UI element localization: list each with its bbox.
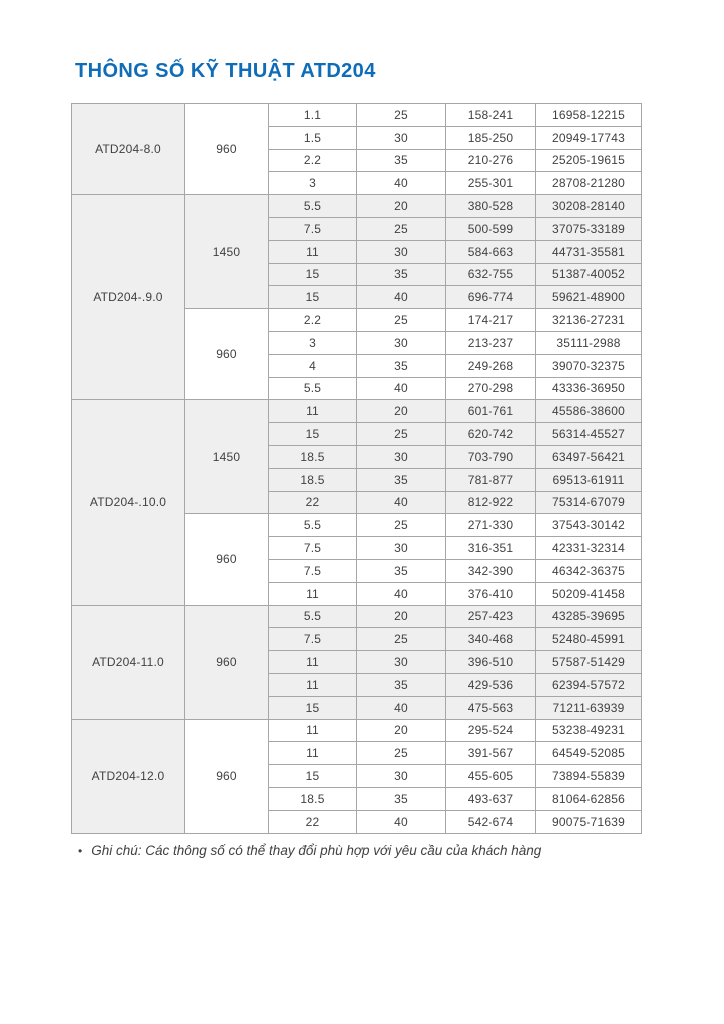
value-cell: 73894-55839 bbox=[536, 765, 642, 788]
value-cell: 35 bbox=[357, 787, 446, 810]
value-cell: 16958-12215 bbox=[536, 104, 642, 127]
value-cell: 812-922 bbox=[446, 491, 536, 514]
speed-cell: 1450 bbox=[185, 195, 269, 309]
model-cell: ATD204-12.0 bbox=[72, 719, 185, 833]
value-cell: 43285-39695 bbox=[536, 605, 642, 628]
footnote bbox=[78, 842, 658, 860]
model-cell: ATD204-11.0 bbox=[72, 605, 185, 719]
value-cell: 90075-71639 bbox=[536, 810, 642, 833]
value-cell: 601-761 bbox=[446, 400, 536, 423]
value-cell: 7.5 bbox=[269, 217, 357, 240]
value-cell: 40 bbox=[357, 696, 446, 719]
value-cell: 75314-67079 bbox=[536, 491, 642, 514]
value-cell: 30 bbox=[357, 240, 446, 263]
value-cell: 5.5 bbox=[269, 195, 357, 218]
value-cell: 475-563 bbox=[446, 696, 536, 719]
value-cell: 53238-49231 bbox=[536, 719, 642, 742]
value-cell: 380-528 bbox=[446, 195, 536, 218]
value-cell: 11 bbox=[269, 240, 357, 263]
value-cell: 35 bbox=[357, 468, 446, 491]
value-cell: 32136-27231 bbox=[536, 309, 642, 332]
value-cell: 81064-62856 bbox=[536, 787, 642, 810]
value-cell: 1.5 bbox=[269, 126, 357, 149]
footnote-text: Ghi chú: Các thông số có thể thay đổi phù hợp với yêu cầu của khách hàng bbox=[91, 843, 542, 858]
value-cell: 7.5 bbox=[269, 628, 357, 651]
value-cell: 25 bbox=[357, 628, 446, 651]
value-cell: 18.5 bbox=[269, 468, 357, 491]
table-row bbox=[72, 400, 642, 423]
value-cell: 15 bbox=[269, 423, 357, 446]
value-cell: 15 bbox=[269, 765, 357, 788]
value-cell: 30 bbox=[357, 651, 446, 674]
value-cell: 11 bbox=[269, 400, 357, 423]
speed-cell: 960 bbox=[185, 309, 269, 400]
value-cell: 11 bbox=[269, 582, 357, 605]
value-cell: 52480-45991 bbox=[536, 628, 642, 651]
spec-table bbox=[71, 103, 642, 834]
value-cell: 37543-30142 bbox=[536, 514, 642, 537]
value-cell: 15 bbox=[269, 696, 357, 719]
value-cell: 63497-56421 bbox=[536, 445, 642, 468]
value-cell: 15 bbox=[269, 263, 357, 286]
value-cell: 15 bbox=[269, 286, 357, 309]
value-cell: 51387-40052 bbox=[536, 263, 642, 286]
value-cell: 20 bbox=[357, 195, 446, 218]
value-cell: 25 bbox=[357, 217, 446, 240]
speed-cell: 960 bbox=[185, 719, 269, 833]
value-cell: 295-524 bbox=[446, 719, 536, 742]
value-cell: 28708-21280 bbox=[536, 172, 642, 195]
value-cell: 7.5 bbox=[269, 537, 357, 560]
value-cell: 22 bbox=[269, 491, 357, 514]
table-row bbox=[72, 195, 642, 218]
speed-cell: 960 bbox=[185, 605, 269, 719]
value-cell: 249-268 bbox=[446, 354, 536, 377]
value-cell: 210-276 bbox=[446, 149, 536, 172]
value-cell: 429-536 bbox=[446, 673, 536, 696]
value-cell: 696-774 bbox=[446, 286, 536, 309]
value-cell: 5.5 bbox=[269, 377, 357, 400]
value-cell: 20 bbox=[357, 400, 446, 423]
value-cell: 46342-36375 bbox=[536, 559, 642, 582]
value-cell: 11 bbox=[269, 719, 357, 742]
value-cell: 64549-52085 bbox=[536, 742, 642, 765]
value-cell: 45586-38600 bbox=[536, 400, 642, 423]
value-cell: 584-663 bbox=[446, 240, 536, 263]
value-cell: 7.5 bbox=[269, 559, 357, 582]
value-cell: 22 bbox=[269, 810, 357, 833]
footnote-bullet-icon: • bbox=[78, 844, 83, 858]
value-cell: 391-567 bbox=[446, 742, 536, 765]
value-cell: 4 bbox=[269, 354, 357, 377]
value-cell: 20949-17743 bbox=[536, 126, 642, 149]
value-cell: 35111-2988 bbox=[536, 331, 642, 354]
value-cell: 1.1 bbox=[269, 104, 357, 127]
value-cell: 40 bbox=[357, 377, 446, 400]
value-cell: 18.5 bbox=[269, 445, 357, 468]
value-cell: 2.2 bbox=[269, 309, 357, 332]
speed-cell: 960 bbox=[185, 514, 269, 605]
model-cell: ATD204-8.0 bbox=[72, 104, 185, 195]
value-cell: 42331-32314 bbox=[536, 537, 642, 560]
value-cell: 376-410 bbox=[446, 582, 536, 605]
value-cell: 270-298 bbox=[446, 377, 536, 400]
value-cell: 40 bbox=[357, 810, 446, 833]
table-row bbox=[72, 104, 642, 127]
value-cell: 30 bbox=[357, 331, 446, 354]
value-cell: 11 bbox=[269, 673, 357, 696]
value-cell: 396-510 bbox=[446, 651, 536, 674]
value-cell: 3 bbox=[269, 331, 357, 354]
value-cell: 25 bbox=[357, 742, 446, 765]
value-cell: 40 bbox=[357, 491, 446, 514]
value-cell: 69513-61911 bbox=[536, 468, 642, 491]
value-cell: 30 bbox=[357, 765, 446, 788]
value-cell: 20 bbox=[357, 719, 446, 742]
value-cell: 18.5 bbox=[269, 787, 357, 810]
value-cell: 342-390 bbox=[446, 559, 536, 582]
value-cell: 271-330 bbox=[446, 514, 536, 537]
value-cell: 20 bbox=[357, 605, 446, 628]
value-cell: 43336-36950 bbox=[536, 377, 642, 400]
value-cell: 455-605 bbox=[446, 765, 536, 788]
value-cell: 255-301 bbox=[446, 172, 536, 195]
value-cell: 542-674 bbox=[446, 810, 536, 833]
value-cell: 44731-35581 bbox=[536, 240, 642, 263]
value-cell: 62394-57572 bbox=[536, 673, 642, 696]
value-cell: 340-468 bbox=[446, 628, 536, 651]
value-cell: 57587-51429 bbox=[536, 651, 642, 674]
value-cell: 56314-45527 bbox=[536, 423, 642, 446]
value-cell: 35 bbox=[357, 559, 446, 582]
value-cell: 25 bbox=[357, 309, 446, 332]
model-cell: ATD204-.10.0 bbox=[72, 400, 185, 605]
value-cell: 40 bbox=[357, 582, 446, 605]
value-cell: 11 bbox=[269, 651, 357, 674]
page-title: THÔNG SỐ KỸ THUẬT ATD204 bbox=[75, 60, 376, 82]
value-cell: 620-742 bbox=[446, 423, 536, 446]
value-cell: 25205-19615 bbox=[536, 149, 642, 172]
value-cell: 25 bbox=[357, 104, 446, 127]
value-cell: 35 bbox=[357, 149, 446, 172]
value-cell: 25 bbox=[357, 423, 446, 446]
value-cell: 3 bbox=[269, 172, 357, 195]
value-cell: 30 bbox=[357, 126, 446, 149]
table-row bbox=[72, 719, 642, 742]
value-cell: 5.5 bbox=[269, 605, 357, 628]
value-cell: 59621-48900 bbox=[536, 286, 642, 309]
value-cell: 40 bbox=[357, 172, 446, 195]
speed-cell: 1450 bbox=[185, 400, 269, 514]
value-cell: 50209-41458 bbox=[536, 582, 642, 605]
value-cell: 30208-28140 bbox=[536, 195, 642, 218]
value-cell: 5.5 bbox=[269, 514, 357, 537]
table-row bbox=[72, 605, 642, 628]
value-cell: 2.2 bbox=[269, 149, 357, 172]
model-cell: ATD204-.9.0 bbox=[72, 195, 185, 400]
value-cell: 158-241 bbox=[446, 104, 536, 127]
value-cell: 257-423 bbox=[446, 605, 536, 628]
value-cell: 11 bbox=[269, 742, 357, 765]
value-cell: 185-250 bbox=[446, 126, 536, 149]
value-cell: 37075-33189 bbox=[536, 217, 642, 240]
value-cell: 213-237 bbox=[446, 331, 536, 354]
value-cell: 703-790 bbox=[446, 445, 536, 468]
value-cell: 30 bbox=[357, 445, 446, 468]
value-cell: 35 bbox=[357, 263, 446, 286]
value-cell: 781-877 bbox=[446, 468, 536, 491]
value-cell: 316-351 bbox=[446, 537, 536, 560]
value-cell: 35 bbox=[357, 673, 446, 696]
value-cell: 25 bbox=[357, 514, 446, 537]
value-cell: 39070-32375 bbox=[536, 354, 642, 377]
value-cell: 174-217 bbox=[446, 309, 536, 332]
value-cell: 40 bbox=[357, 286, 446, 309]
value-cell: 632-755 bbox=[446, 263, 536, 286]
speed-cell: 960 bbox=[185, 104, 269, 195]
value-cell: 493-637 bbox=[446, 787, 536, 810]
value-cell: 500-599 bbox=[446, 217, 536, 240]
value-cell: 30 bbox=[357, 537, 446, 560]
value-cell: 35 bbox=[357, 354, 446, 377]
value-cell: 71211-63939 bbox=[536, 696, 642, 719]
